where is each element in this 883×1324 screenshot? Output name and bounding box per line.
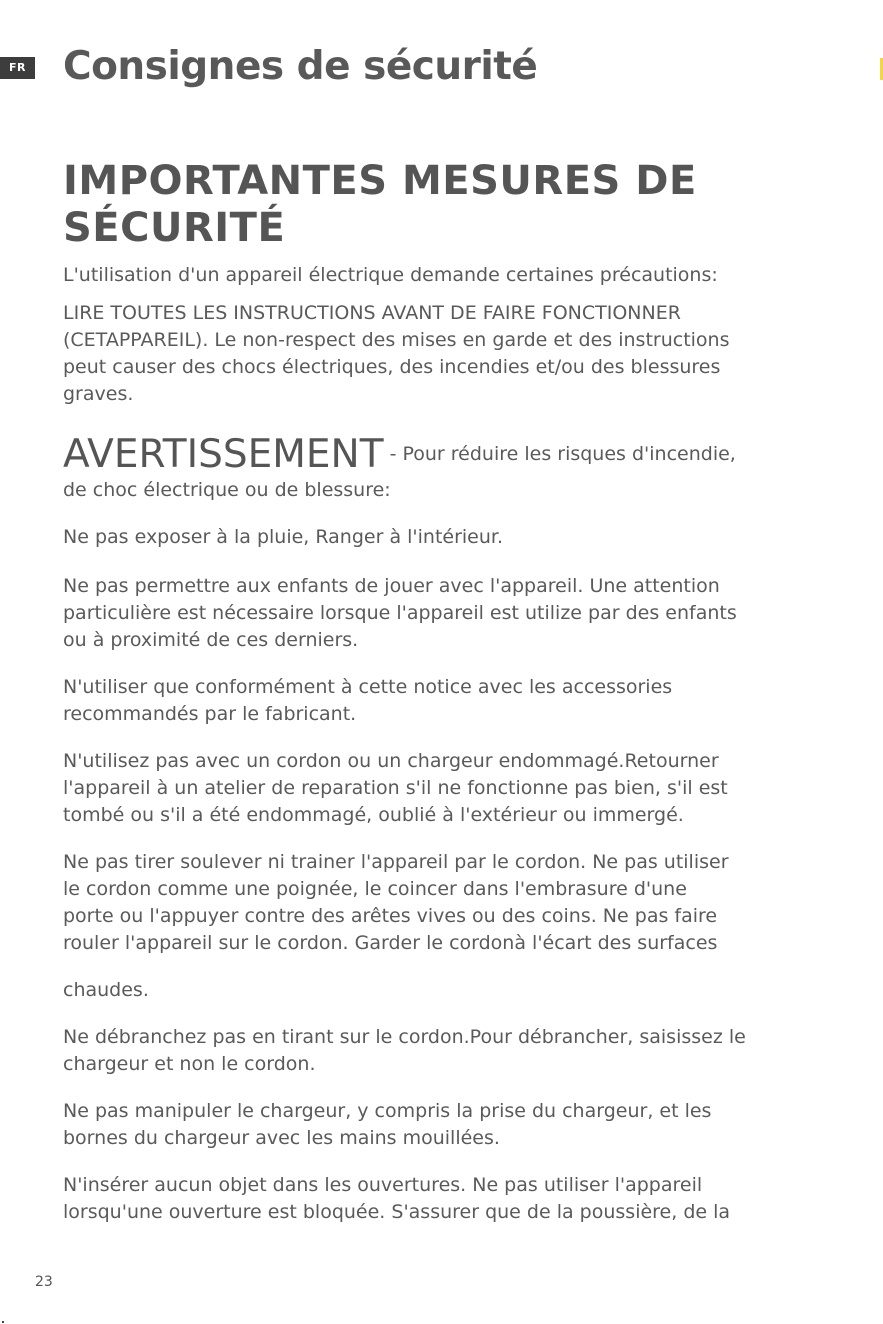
rule-paragraph xyxy=(63,748,823,829)
rule-paragraph xyxy=(63,1098,823,1152)
rule-line: lorsqu'une ouverture est bloquée. S'assurer que de la poussière, de la xyxy=(63,1201,731,1223)
rule-line: ou à proximité de ces derniers. xyxy=(63,629,359,651)
page-header-title: Consignes de sécurité xyxy=(63,44,538,89)
rule-line: recommandés par le fabricant. xyxy=(63,703,357,725)
warning-text: - Pour réduire les risques d'incendie, xyxy=(383,443,736,465)
instructions-paragraph xyxy=(63,300,823,408)
rule-line: Ne pas tirer soulever ni trainer l'appareil par le cordon. Ne pas utiliser xyxy=(63,851,729,873)
rule-line: N'insérer aucun objet dans les ouvertures. Ne pas utiliser l'appareil xyxy=(63,1174,703,1196)
rule-paragraph xyxy=(63,674,823,728)
main-title-line-2: SÉCURITÉ xyxy=(63,205,286,251)
page-number: 23 xyxy=(35,1274,53,1290)
rule-line: chaudes. xyxy=(63,979,149,1001)
warning-paragraph xyxy=(63,433,823,504)
rule-line: rouler l'appareil sur le cordon. Garder le cordonà l'écart des surfaces xyxy=(63,932,718,954)
warning-text-continued: de choc électrique ou de blessure: xyxy=(63,479,391,501)
rule-line: porte ou l'appuyer contre des arêtes vives ou des coins. Ne pas faire xyxy=(63,905,718,927)
rule-line: particulière est nécessaire lorsque l'appareil est utilize par des enfants xyxy=(63,602,737,624)
instructions-line: (CETAPPAREIL). Le non-respect des mises en garde et des instructions xyxy=(63,329,730,351)
rule-paragraph xyxy=(63,1172,823,1226)
main-title xyxy=(63,158,823,252)
rule-line: chargeur et non le cordon. xyxy=(63,1053,316,1075)
rule-line: Ne pas manipuler le chargeur, y compris la prise du chargeur, et les xyxy=(63,1100,712,1122)
rule-line: N'utiliser que conformément à cette notice avec les accessories xyxy=(63,676,673,698)
page-content xyxy=(63,158,823,1226)
rule-line: le cordon comme une poignée, le coincer dans l'embrasure d'une xyxy=(63,878,687,900)
rule-line: tombé ou s'il a été endommagé, oublié à l'extérieur ou immergé. xyxy=(63,804,684,826)
rule-paragraph xyxy=(63,1024,823,1078)
corner-mark xyxy=(2,1321,4,1323)
rule-line: Ne pas exposer à la pluie, Ranger à l'intérieur. xyxy=(63,526,504,548)
intro-paragraph: L'utilisation d'un appareil électrique demande certaines précautions: xyxy=(63,264,718,286)
rule-paragraph xyxy=(63,849,823,957)
warning-heading: AVERTISSEMENT xyxy=(63,432,384,477)
rule-paragraph xyxy=(63,977,823,1004)
instructions-line: LIRE TOUTES LES INSTRUCTIONS AVANT DE FAIRE FONCTIONNER xyxy=(63,302,681,324)
rule-line: N'utilisez pas avec un cordon ou un chargeur endommagé.Retourner xyxy=(63,750,719,772)
rule-paragraph xyxy=(63,524,823,551)
main-title-line-1: IMPORTANTES MESURES DE xyxy=(63,158,697,204)
rule-line: l'appareil à un atelier de reparation s'il ne fonctionne pas bien, s'il est xyxy=(63,777,728,799)
language-badge: FR xyxy=(0,57,35,79)
instructions-line: peut causer des chocs électriques, des incendies et/ou des blessures xyxy=(63,356,721,378)
warning-first-line xyxy=(63,433,823,477)
rule-line: Ne débranchez pas en tirant sur le cordon.Pour débrancher, saisissez le xyxy=(63,1026,746,1048)
instructions-line: graves. xyxy=(63,383,134,405)
rule-line: bornes du chargeur avec les mains mouillées. xyxy=(63,1127,500,1149)
rule-line: Ne pas permettre aux enfants de jouer avec l'appareil. Une attention xyxy=(63,575,720,597)
rule-paragraph xyxy=(63,573,823,654)
